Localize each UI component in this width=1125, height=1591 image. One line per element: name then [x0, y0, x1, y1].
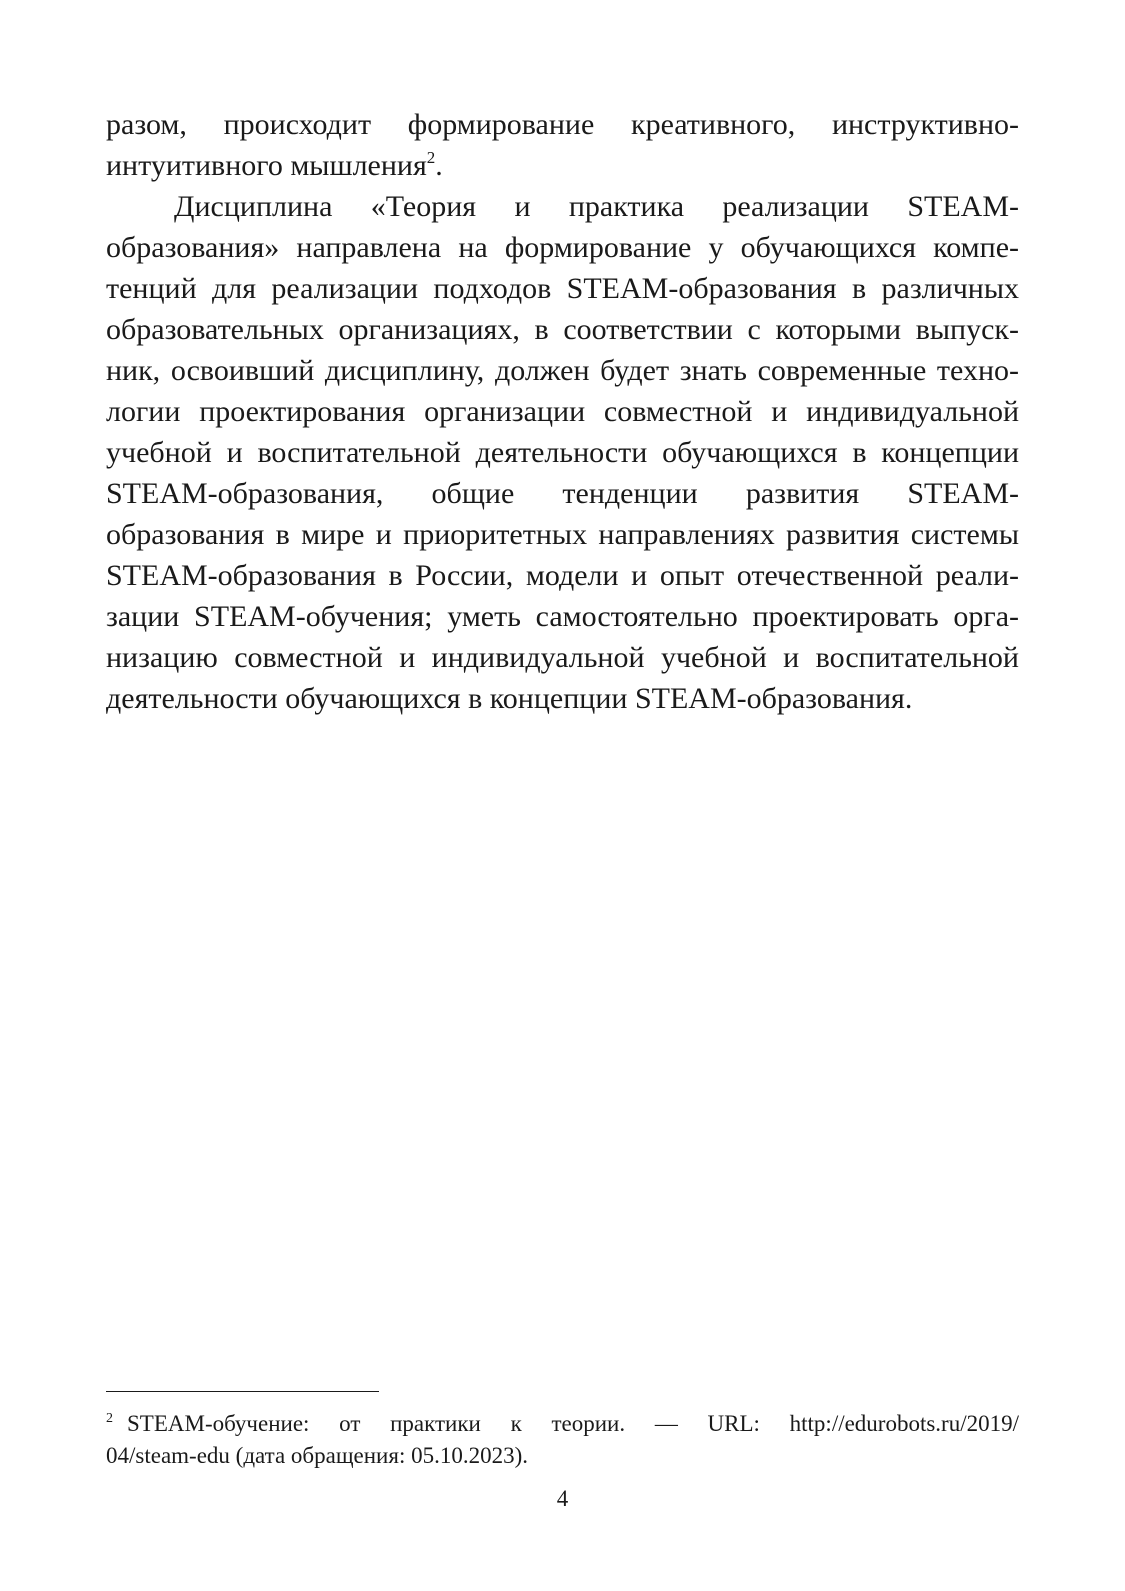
footnote-line-1 [106, 1408, 1019, 1440]
paragraph-2-line-9: образования в мире и приоритетных направлениях развития системы [106, 518, 1019, 551]
paragraph-2-line-8: STEAM-образования, общие тенденции развития STEAM- [106, 477, 1019, 510]
footnote-marker: 2 [106, 1411, 113, 1426]
paragraph-2-line-3: тенций для реализации подходов STEAM-образования в различных [106, 272, 1019, 305]
paragraph-2-line-2: образования» направлена на формирование у обучающихся компе- [106, 231, 1019, 264]
paragraph-2-line-13: деятельности обучающихся в концепции STEAM-образования. [106, 682, 913, 715]
paragraph-2-line-10: STEAM-образования в России, модели и опыт отечественной реали- [106, 559, 1019, 592]
footnote-separator [106, 1391, 379, 1392]
body-text [106, 104, 1019, 719]
paragraph-1-line-2-end: . [435, 149, 443, 182]
footnote-line-1-text: STEAM-обучение: от практики к теории. — URL: http://edurobots.ru/2019/ [127, 1411, 1019, 1436]
footnote-reference[interactable]: 2 [426, 148, 436, 167]
paragraph-2-line-6: логии проектирования организации совместной и индивидуальной [106, 395, 1019, 428]
page-number: 4 [556, 1486, 569, 1511]
paragraph-1-line-2 [106, 145, 1019, 186]
paragraph-2-line-11: зации STEAM-обучения; уметь самостоятельно проектировать орга- [106, 600, 1019, 633]
paragraph-1-line-2-text: интуитивного мышления [106, 149, 427, 182]
paragraph-2-line-5: ник, освоивший дисциплину, должен будет знать современные техно- [106, 354, 1019, 387]
paragraph-2-line-7: учебной и воспитательной деятельности обучающихся в концепции [106, 436, 1019, 469]
paragraph-2-line-4: образовательных организациях, в соответствии с которыми выпуск- [106, 313, 1019, 346]
paragraph-2-line-12: низацию совместной и индивидуальной учебной и воспитательной [106, 641, 1019, 674]
footnote [106, 1408, 1019, 1472]
paragraph-1-line-1: разом, происходит формирование креативного, инструктивно- [106, 108, 1019, 141]
footnote-line-2: 04/steam-edu (дата обращения: 05.10.2023). [106, 1443, 528, 1468]
paragraph-2-line-1: Дисциплина «Теория и практика реализации STEAM- [174, 190, 1019, 223]
